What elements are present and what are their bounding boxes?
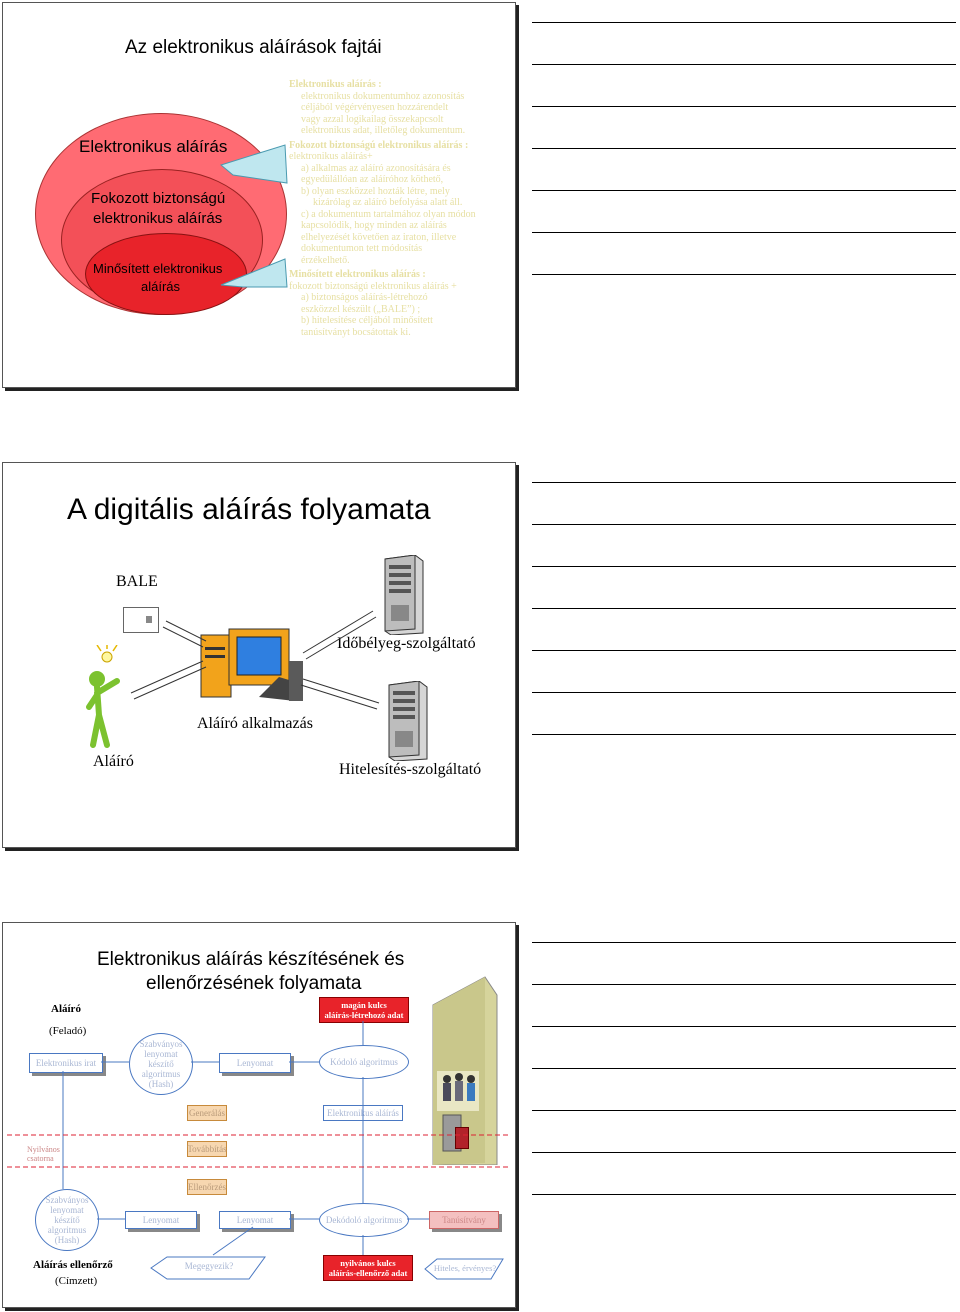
slide-title-1: Elektronikus aláírás készítésének és — [97, 949, 405, 970]
app-label: Aláíró alkalmazás — [197, 715, 313, 732]
signer-label: Aláíró — [93, 753, 134, 770]
definition-line: Fokozott biztonságú elektronikus aláírás : — [289, 139, 469, 151]
definition-line: elektronikus adat, illetőleg dokumentum. — [301, 125, 466, 136]
process-arrows — [3, 463, 515, 847]
definition-line: a) alkalmas az aláíró azonosítására és — [301, 162, 451, 174]
definition-text — [289, 79, 511, 338]
public-key-label-2: aláírás-ellenőrző adat — [328, 1268, 408, 1278]
recipient-label: (Címzett) — [55, 1275, 98, 1287]
note-line — [532, 1068, 956, 1069]
note-line — [532, 734, 956, 735]
definition-line: elhelyezését követően az iraton, illetve — [301, 231, 457, 243]
slide-title: A digitális aláírás folyamata — [67, 493, 431, 526]
note-line — [532, 232, 956, 233]
note-line — [532, 106, 956, 107]
timestamp-label: Időbélyeg-szolgáltató — [337, 635, 476, 652]
verify-tag: Ellenőrzés — [187, 1179, 227, 1195]
definition-line: kapcsolódik, hogy minden az aláírás — [301, 220, 447, 231]
mid-label-2: elektronikus aláírás — [93, 210, 223, 227]
note-line — [532, 524, 956, 525]
note-line — [532, 984, 956, 985]
inner-label-2: aláírás — [141, 279, 181, 294]
note-line — [532, 1194, 956, 1195]
definition-line: érzékelhető. — [301, 254, 350, 266]
digest-box: Lenyomat — [219, 1053, 291, 1073]
sender-label: (Feladó) — [49, 1025, 87, 1037]
slide-signature-types — [2, 2, 516, 388]
public-key-label-1: nyilvános kulcs — [340, 1258, 396, 1268]
note-line — [532, 190, 956, 191]
note-line — [532, 64, 956, 65]
definition-line: elektronikus dokumentumhoz azonosítás — [301, 90, 465, 102]
hash-algorithm-ellipse-2: Szabványos lenyomat készítő algoritmus (Hash) — [35, 1189, 99, 1251]
definition-line: elektronikus aláírás+ — [289, 151, 373, 162]
digest-box-b: Lenyomat — [219, 1211, 291, 1229]
definition-line: eszközzel készült („BALE”) ; — [301, 303, 421, 315]
signer-figure-icon — [85, 645, 131, 751]
definition-line: b) hitelesítése céljából minősített — [301, 315, 433, 326]
note-line — [532, 274, 956, 275]
certificate-box: Tanúsítvány — [429, 1211, 499, 1229]
cert-provider-label: Hitelesítés-szolgáltató — [339, 761, 482, 778]
note-line — [532, 566, 956, 567]
signer-label: Aláíró — [51, 1003, 81, 1015]
private-key-label-2: aláírás-létrehozó adat — [324, 1010, 404, 1020]
slide-title-2: ellenőrzésének folyamata — [146, 973, 362, 994]
bale-label: BALE — [116, 573, 158, 590]
mid-label-1: Fokozott biztonságú — [91, 190, 226, 207]
note-line — [532, 1110, 956, 1111]
electronic-document-box: Elektronikus irat — [29, 1053, 103, 1073]
slide-signing-verification-flow — [2, 922, 516, 1308]
callout-arrows — [203, 137, 293, 297]
outer-label: Elektronikus aláírás — [79, 137, 228, 156]
definition-line: c) a dokumentum tartalmához olyan módon — [301, 208, 476, 220]
digest-box-a: Lenyomat — [125, 1211, 197, 1229]
definition-line: dokumentumon tett módosítás — [301, 243, 423, 254]
generate-tag: Generálás — [187, 1105, 227, 1121]
hash-algorithm-ellipse: Szabványos lenyomat készítő algoritmus (Hash) — [129, 1033, 193, 1095]
forward-tag: Továbbítás — [187, 1141, 227, 1157]
definition-line: vagy azzal logikailag összekapcsolt — [301, 113, 444, 125]
slide-title: Az elektronikus aláírások fajtái — [125, 37, 382, 58]
flow-connectors — [3, 923, 515, 1307]
public-channel-label: Nyilvános csatorna — [27, 1145, 60, 1163]
encoder-ellipse: Kódoló algoritmus — [319, 1045, 409, 1079]
definition-line: Elektronikus aláírás : — [289, 79, 382, 90]
valid-label: Hiteles, érvényes? — [433, 1263, 497, 1273]
definition-line: a) biztonságos aláírás-létrehozó — [301, 292, 428, 303]
definition-line: céljából végérvényesen hozzárendelt — [301, 102, 449, 113]
match-label: Megegyezik? — [184, 1261, 234, 1271]
decoder-ellipse: Dekódoló algoritmus — [319, 1203, 409, 1237]
private-key-label-1: magán kulcs — [341, 1000, 387, 1010]
inner-label-1: Minősített elektronikus — [93, 261, 223, 276]
note-line — [532, 608, 956, 609]
definition-line: kizárólag az aláíró befolyása alatt áll. — [313, 197, 463, 208]
note-line — [532, 942, 956, 943]
definition-line: tanúsítványt bocsátottak ki. — [301, 326, 411, 338]
note-line — [532, 22, 956, 23]
note-line — [532, 482, 956, 483]
note-line — [532, 148, 956, 149]
definition-line: Minősített elektronikus aláírás : — [289, 269, 426, 280]
electronic-signature-box: Elektronikus aláírás — [323, 1105, 403, 1121]
definition-line: b) olyan eszközzel hozták létre, mely — [301, 185, 450, 197]
definition-line: fokozott biztonságú elektronikus aláírás + — [289, 280, 457, 292]
definition-line: egyedülállóan az aláíróhoz köthető, — [301, 174, 444, 185]
note-line — [532, 650, 956, 651]
verifier-label: Aláírás ellenőrző — [33, 1259, 113, 1271]
note-line — [532, 1026, 956, 1027]
slide-digital-signature-process — [2, 462, 516, 848]
note-line — [532, 692, 956, 693]
note-line — [532, 1152, 956, 1153]
